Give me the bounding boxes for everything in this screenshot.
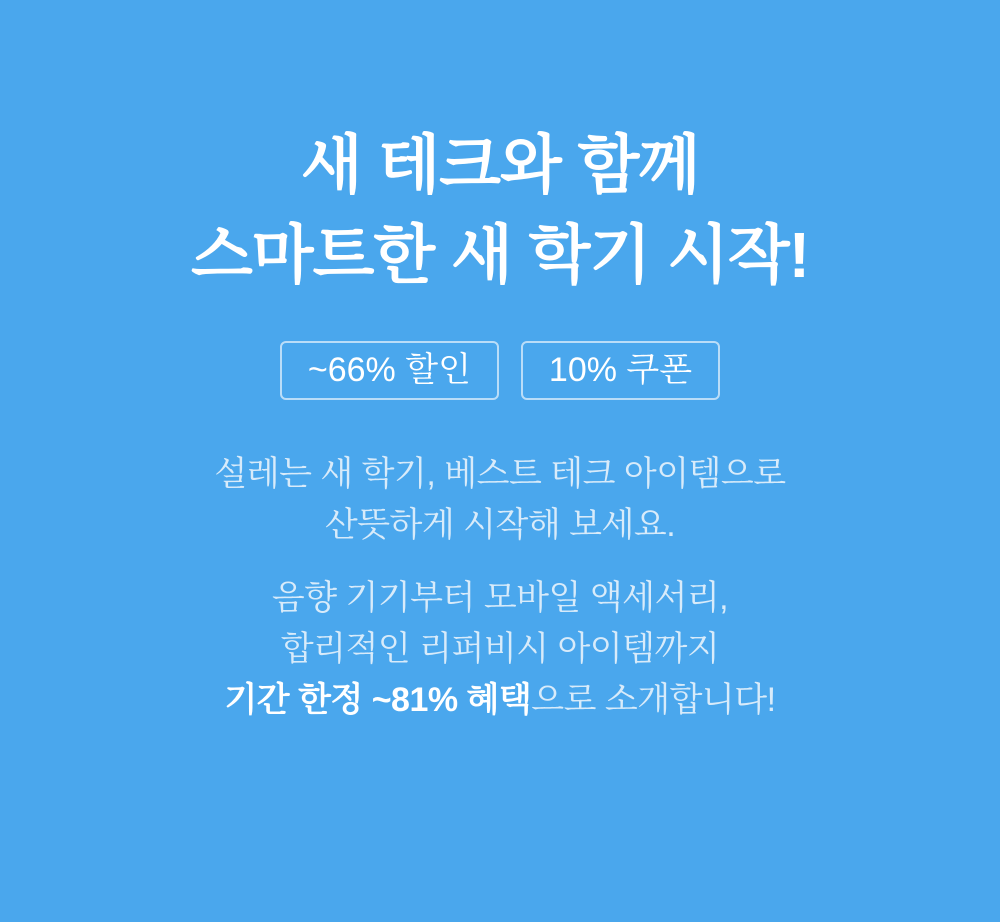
detail-paragraph-line1: 음향 기기부터 모바일 액세서리, — [271, 579, 729, 617]
intro-paragraph — [0, 449, 1000, 551]
intro-paragraph-line1: 설레는 새 학기, 베스트 테크 아이템으로 — [214, 455, 786, 493]
detail-paragraph — [0, 573, 1000, 726]
intro-paragraph-line2: 산뜻하게 시작해 보세요. — [324, 506, 676, 544]
coupon-badge: 10% 쿠폰 — [521, 341, 720, 400]
banner-title-line2: 스마트한 새 학기 시작! — [190, 219, 810, 291]
banner-title-line1: 새 테크와 함께 — [300, 129, 700, 201]
benefit-highlight-rest: 으로 소개합니다! — [531, 681, 776, 719]
badge-row — [0, 341, 1000, 400]
detail-paragraph-line3 — [0, 675, 1000, 726]
detail-paragraph-line2: 합리적인 리퍼비시 아이템까지 — [280, 630, 720, 668]
banner-title — [0, 120, 1000, 300]
benefit-highlight: 기간 한정 ~81% 혜택 — [224, 681, 532, 719]
discount-badge: ~66% 할인 — [280, 341, 499, 400]
